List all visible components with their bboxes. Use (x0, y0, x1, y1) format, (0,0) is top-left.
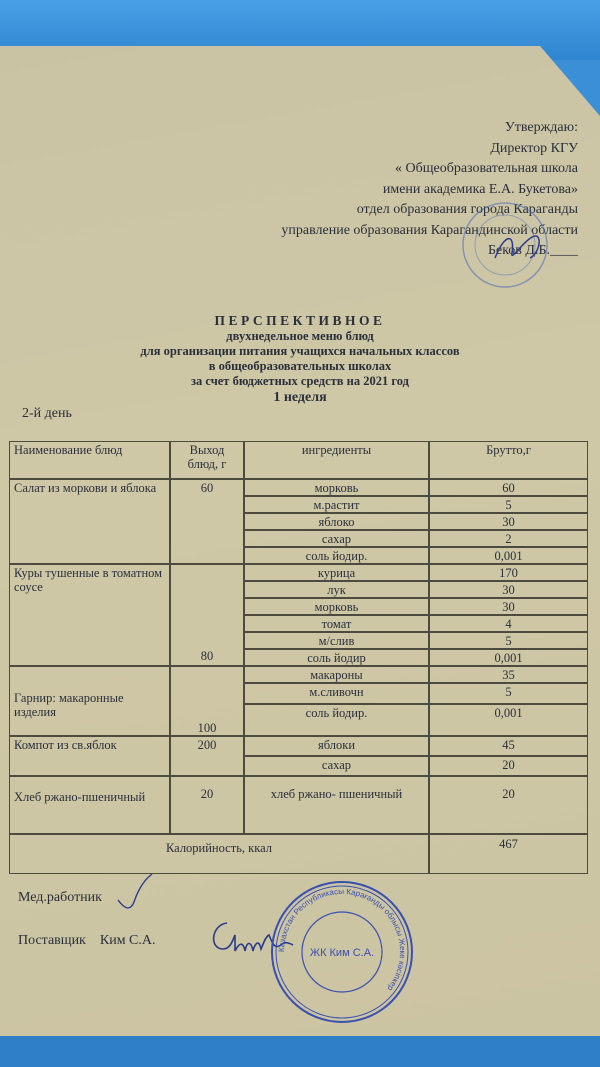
stamp-ring-text: Казахстан Республикасы Карағанды облысы Жеке кәсіпкер (276, 886, 408, 993)
gross-cell: 20 (429, 776, 588, 834)
week-label: 1 неделя (273, 390, 327, 405)
gross-cell: 30 (429, 598, 588, 615)
gross-cell: 2 (429, 530, 588, 547)
gross-cell: 20 (429, 756, 588, 776)
medic-signature (110, 872, 160, 922)
ingredient-cell: сахар (244, 530, 429, 547)
approval-line: управление образования Карагандинской области (281, 222, 578, 238)
ingredient-cell: яблоко (244, 513, 429, 530)
gross-cell: 0,001 (429, 547, 588, 564)
ingredient-cell: соль йодир. (244, 704, 429, 736)
director-signature (490, 228, 550, 268)
dish-output: 80 (170, 564, 244, 666)
day-label: 2-й день (22, 406, 72, 421)
title-line: для организации питания учащихся начальных классов (140, 344, 460, 358)
approval-line: имени академика Е.А. Букетова» (382, 181, 578, 197)
gross-cell: 4 (429, 615, 588, 632)
ingredient-cell: томат (244, 615, 429, 632)
medic-label: Мед.работник (18, 890, 102, 905)
ingredient-cell: яблоки (244, 736, 429, 756)
total-label: Калорийность, ккал (9, 834, 429, 874)
title-line: в общеобразовательных школах (208, 359, 392, 373)
gross-cell: 30 (429, 513, 588, 530)
approval-line: отдел образования города Караганды (356, 202, 578, 217)
gross-cell: 30 (429, 581, 588, 598)
ingredient-cell: м/слив (244, 632, 429, 649)
gross-cell: 170 (429, 564, 588, 581)
ingredient-cell: соль йодир (244, 649, 429, 666)
dish-output: 100 (170, 666, 244, 736)
dish-output: 60 (170, 479, 244, 564)
ingredient-cell: м.растит (244, 496, 429, 513)
approval-line: Директор КГУ (490, 140, 578, 156)
gross-cell: 5 (429, 683, 588, 704)
approval-line: Беков Д.Б.____ (487, 243, 578, 258)
gross-cell: 5 (429, 632, 588, 649)
ingredient-cell: хлеб ржано- пшеничный (244, 776, 429, 834)
title-line: за счет бюджетных средств на 2021 год (191, 374, 409, 388)
ingredient-cell: соль йодир. (244, 547, 429, 564)
approval-line: Утверждаю: (504, 120, 578, 135)
ingredient-cell: морковь (244, 479, 429, 496)
dish-name: Компот из св.яблок (9, 736, 170, 776)
ingredient-cell: лук (244, 581, 429, 598)
header-output: Выход блюд, г (170, 441, 244, 479)
dish-output: 20 (170, 776, 244, 834)
ingredient-cell: м.сливочн (244, 683, 429, 704)
ingredient-cell: макароны (244, 666, 429, 683)
ingredient-cell: морковь (244, 598, 429, 615)
header-dish: Наименование блюд (9, 441, 170, 479)
document-title (0, 312, 600, 407)
approval-line: « Общеобразовательная школа (394, 161, 578, 176)
menu-table (9, 441, 588, 874)
gross-cell: 0,001 (429, 649, 588, 666)
dish-name: Куры тушенные в томатном соусе (9, 564, 170, 666)
title-line: двухнедельное меню блюд (226, 329, 374, 343)
total-value: 467 (429, 834, 588, 874)
header-ingredients: ингредиенты (244, 441, 429, 479)
ingredient-cell: сахар (244, 756, 429, 776)
dish-name: Хлеб ржано-пшеничный (9, 776, 170, 834)
supplier-stamp (268, 878, 416, 1026)
title-main: ПЕРСПЕКТИВНОЕ (214, 313, 386, 328)
gross-cell: 45 (429, 736, 588, 756)
supplier-label: Поставщик Ким С.А. (18, 933, 156, 948)
header-gross: Брутто,г (429, 441, 588, 479)
svg-text:Казахстан Республикасы Караған (277, 887, 407, 993)
dish-name: Салат из моркови и яблока (9, 479, 170, 564)
dish-output: 200 (170, 736, 244, 776)
ingredient-cell: курица (244, 564, 429, 581)
gross-cell: 35 (429, 666, 588, 683)
gross-cell: 60 (429, 479, 588, 496)
stamp-center-text: ЖК Ким С.А. (309, 947, 375, 959)
dish-name: Гарнир: макаронные изделия (9, 666, 170, 736)
gross-cell: 5 (429, 496, 588, 513)
gross-cell: 0,001 (429, 704, 588, 736)
